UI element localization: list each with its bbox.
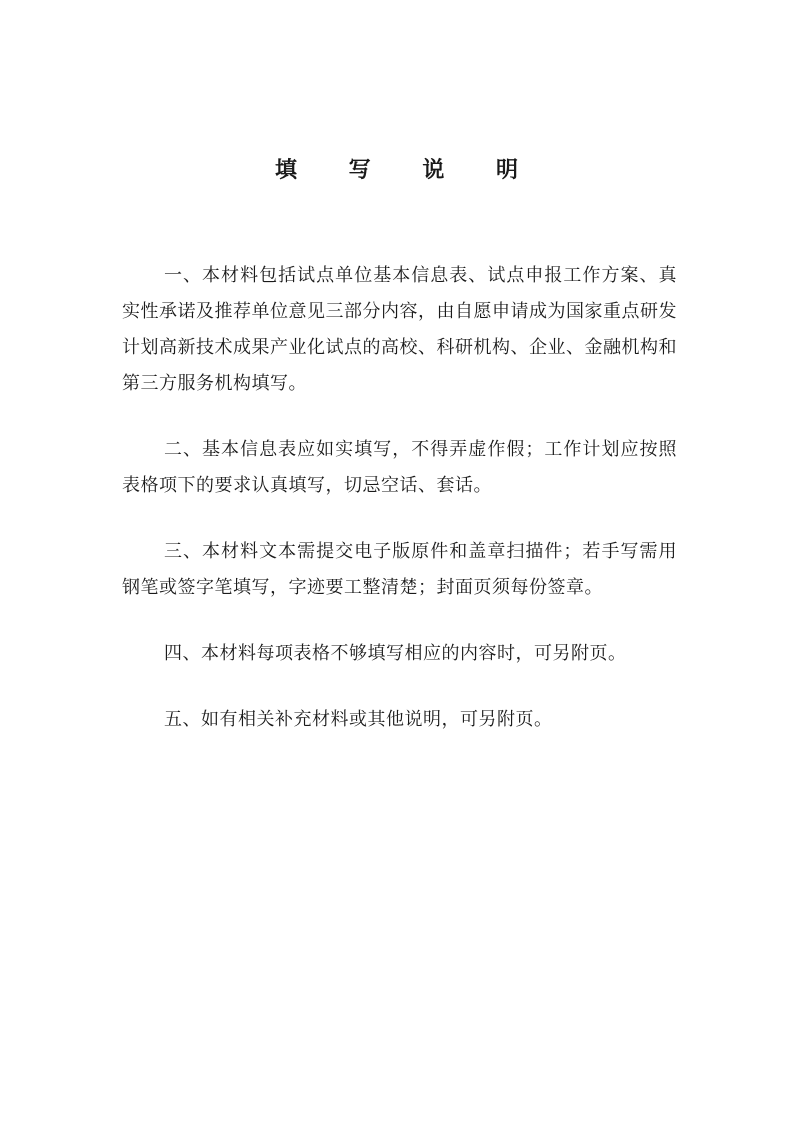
instruction-paragraph-2: 二、基本信息表应如实填写，不得弄虚作假；工作计划应按照表格项下的要求认真填写，切忌空话、套话。: [122, 439, 677, 496]
instructions-body: [122, 258, 677, 768]
instruction-paragraph-1: 一、本材料包括试点单位基本信息表、试点申报工作方案、真实性承诺及推荐单位意见三部分内容，由自愿申请成为国家重点研发计划高新技术成果产业化试点的高校、科研机构、企业、金融机构和第三方服务机构填写。: [122, 265, 677, 394]
page-title: 填 写 说 明: [275, 157, 540, 183]
instruction-paragraph-3: 三、本材料文本需提交电子版原件和盖章扫描件；若手写需用钢笔或签字笔填写，字迹要工整清楚；封面页须每份签章。: [122, 541, 677, 598]
instruction-paragraph-5: 五、如有相关补充材料或其他说明，可另附页。: [164, 709, 553, 730]
instruction-paragraph-4: 四、本材料每项表格不够填写相应的内容时，可另附页。: [164, 643, 627, 664]
